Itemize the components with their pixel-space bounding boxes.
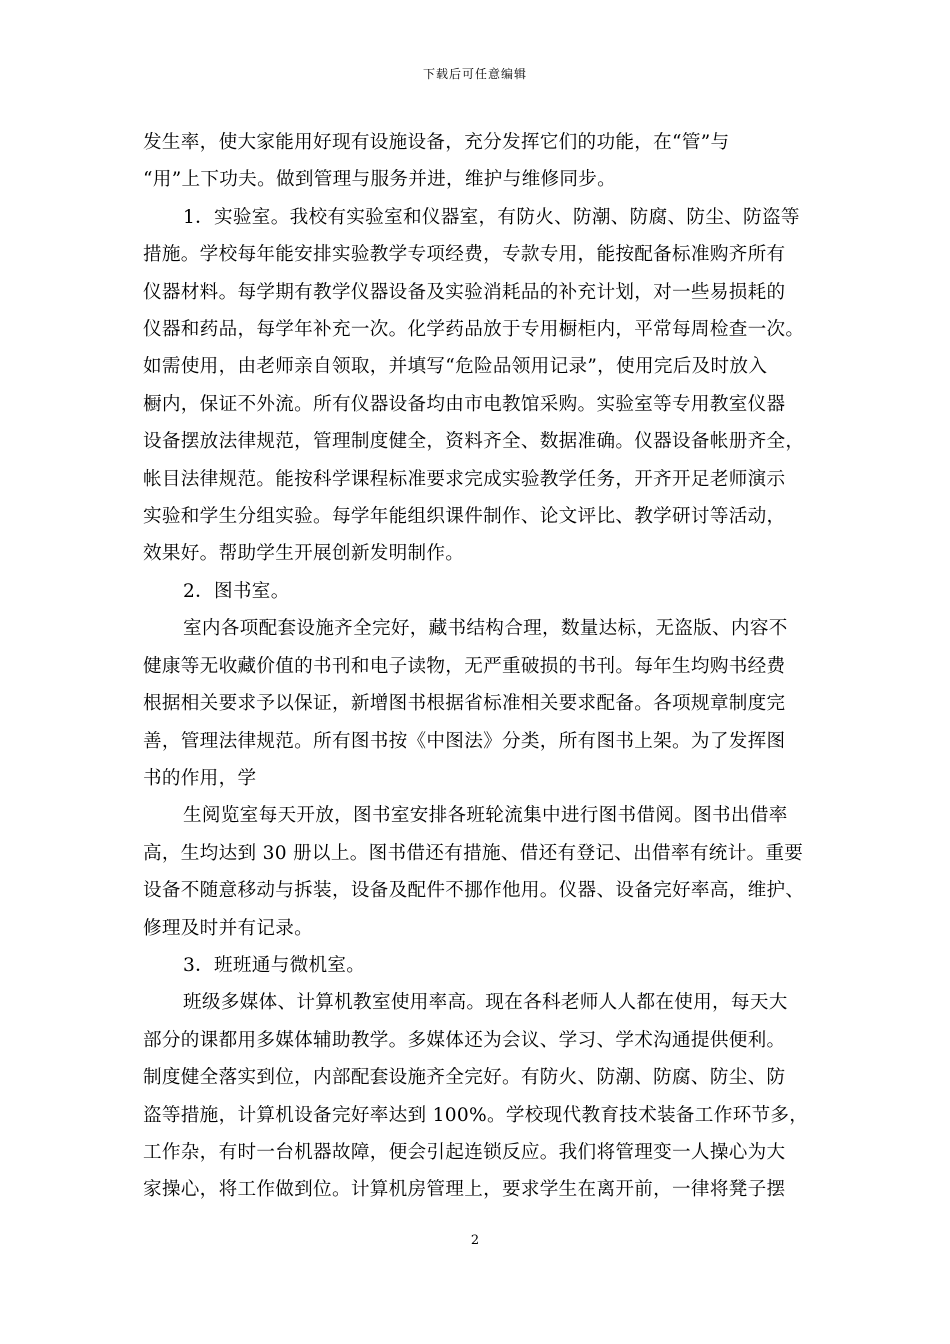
text-line: 实验和学生分组实验。每学年能组织课件制作、论文评比、教学研讨等活动， <box>143 506 786 528</box>
text-line: 室内各项配套设施齐全完好，藏书结构合理，数量达标，无盗版、内容不 <box>183 618 788 640</box>
paragraph <box>143 199 815 573</box>
text-line: 根据相关要求予以保证，新增图书根据省标准相关要求配备。各项规章制度完 <box>143 693 786 715</box>
text-line: 设备不随意移动与拆装，设备及配件不挪作他用。仪器、设备完好率高，维护、 <box>143 880 805 902</box>
text-line: 家操心，将工作做到位。计算机房管理上，要求学生在离开前，一律将凳子摆 <box>143 1179 786 1201</box>
paragraph <box>143 947 815 984</box>
document-body <box>143 124 815 1209</box>
paragraph <box>143 124 815 199</box>
text-line: 善，管理法律规范。所有图书按《中图法》分类，所有图书上架。为了发挥图 <box>143 730 786 752</box>
text-line: 修理及时并有记录。 <box>143 917 314 939</box>
paragraph <box>143 573 815 610</box>
text-line: 设备摆放法律规范，管理制度健全，资料齐全、数据准确。仪器设备帐册齐全， <box>143 431 805 453</box>
text-line: 生阅览室每天开放，图书室安排各班轮流集中进行图书借阅。图书出借率 <box>183 805 788 827</box>
paragraph <box>143 610 815 797</box>
text-line: 帐目法律规范。能按科学课程标准要求完成实验教学任务，开齐开足老师演示 <box>143 468 786 490</box>
text-line: 橱内，保证不外流。所有仪器设备均由市电教馆采购。实验室等专用教室仪器 <box>143 393 786 415</box>
text-line: 健康等无收藏价值的书刊和电子读物，无严重破损的书刊。每年生均购书经费 <box>143 655 786 677</box>
text-line: 1．实验室。我校有实验室和仪器室，有防火、防潮、防腐、防尘、防盗等 <box>183 206 800 228</box>
text-line: 制度健全落实到位，内部配套设施齐全完好。有防火、防潮、防腐、防尘、防 <box>143 1067 786 1089</box>
text-line: 如需使用，由老师亲自领取，并填写“危险品领用记录”，使用完后及时放入 <box>143 356 768 378</box>
text-line: 措施。学校每年能安排实验教学专项经费，专款专用，能按配备标准购齐所有 <box>143 244 786 266</box>
paragraph <box>143 797 815 947</box>
text-line: 发生率，使大家能用好现有设施设备，充分发挥它们的功能，在“管”与 <box>143 132 730 153</box>
text-line: 2．图书室。 <box>183 580 290 602</box>
text-line: 部分的课都用多媒体辅助教学。多媒体还为会议、学习、学术沟通提供便利。 <box>143 1029 786 1051</box>
text-line: 高，生均达到 30 册以上。图书借还有措施、借还有登记、出借率有统计。重要 <box>143 842 804 864</box>
text-line: 仪器和药品，每学年补充一次。化学药品放于专用橱柜内，平常每周检查一次。 <box>143 319 805 341</box>
text-line: 效果好。帮助学生开展创新发明制作。 <box>143 543 465 565</box>
text-line: 盗等措施，计算机设备完好率达到 100%。学校现代教育技术装备工作环节多， <box>143 1104 809 1126</box>
page-number: 2 <box>470 1233 480 1248</box>
text-line: 书的作用，学 <box>143 767 257 789</box>
text-line: 仪器材料。每学期有教学仪器设备及实验消耗品的补充计划，对一些易损耗的 <box>143 281 786 303</box>
paragraph <box>143 984 815 1208</box>
text-line: “用”上下功夫。做到管理与服务并进，维护与维修同步。 <box>143 169 617 191</box>
page-header: 下载后可任意编辑 <box>422 67 527 81</box>
text-line: 工作杂，有时一台机器故障，便会引起连锁反应。我们将管理变一人操心为大 <box>143 1141 786 1163</box>
text-line: 班级多媒体、计算机教室使用率高。现在各科老师人人都在使用，每天大 <box>183 992 788 1014</box>
text-line: 3．班班通与微机室。 <box>183 954 366 976</box>
